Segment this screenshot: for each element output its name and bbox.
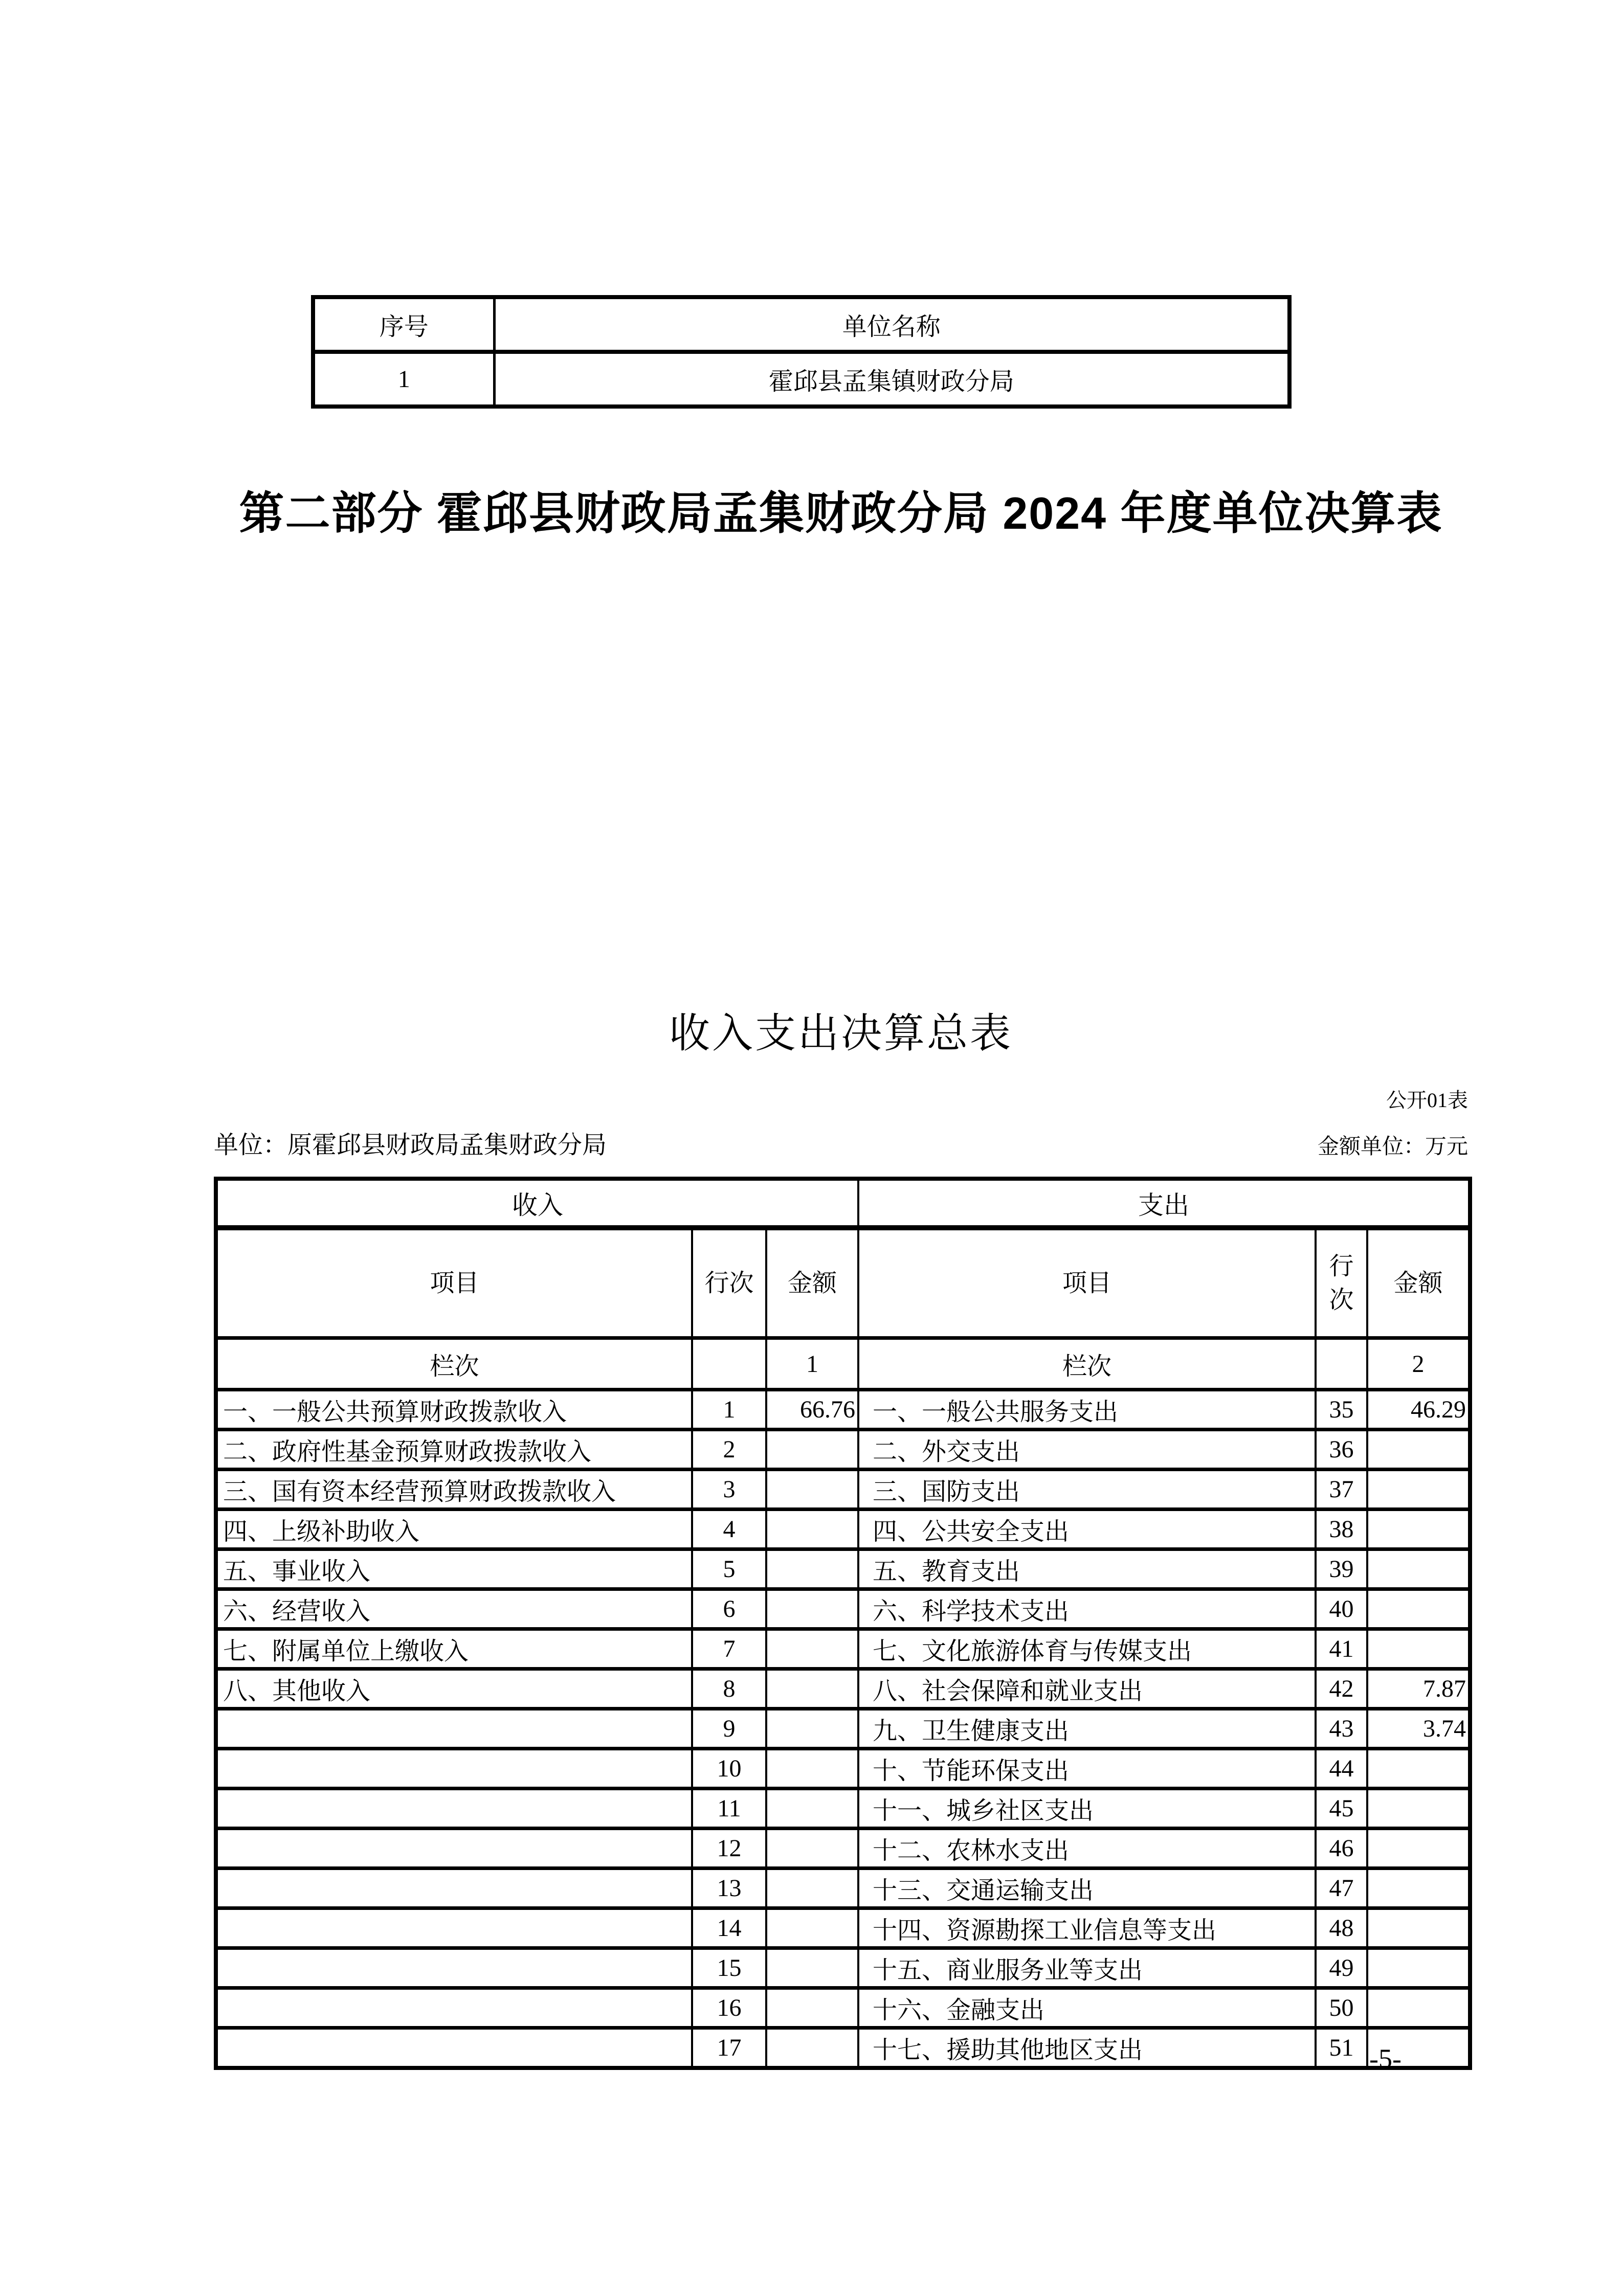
income-row-no: 1: [692, 1390, 766, 1430]
expenditure-item: 五、教育支出: [858, 1549, 1316, 1589]
unit-label: 单位：原霍邱县财政局孟集财政分局: [214, 1132, 607, 1159]
income-lanci-blank: [692, 1338, 766, 1390]
income-amount: [766, 1589, 858, 1629]
income-row-no: 15: [692, 1948, 766, 1988]
income-row-no: 3: [692, 1470, 766, 1510]
statement-meta-line: [214, 1125, 1468, 1160]
table-row: [216, 1669, 1470, 1709]
expenditure-lanci-label: 栏次: [858, 1338, 1316, 1390]
unit-list-name: 霍邱县孟集镇财政分局: [494, 352, 1289, 407]
expenditure-row-no: 51: [1316, 2028, 1367, 2068]
expenditure-row-no: 46: [1316, 1829, 1367, 1869]
expenditure-item: 三、国防支出: [858, 1470, 1316, 1510]
income-item: 八、其他收入: [216, 1669, 692, 1709]
expenditure-amount: [1367, 1988, 1470, 2028]
table-row: [216, 1948, 1470, 1988]
expenditure-row-no: 43: [1316, 1709, 1367, 1749]
income-amount: 66.76: [766, 1390, 858, 1430]
income-amount: [766, 1789, 858, 1829]
expenditure-item: 十四、资源勘探工业信息等支出: [858, 1908, 1316, 1948]
income-row-no: 5: [692, 1549, 766, 1589]
expenditure-row-no: 37: [1316, 1470, 1367, 1510]
income-amount: [766, 1749, 858, 1789]
table-row: [216, 1629, 1470, 1669]
income-row-no: 7: [692, 1629, 766, 1669]
income-row-no: 17: [692, 2028, 766, 2068]
part-title: 第二部分 霍邱县财政局孟集财政分局 2024 年度单位决算表: [239, 488, 1443, 538]
expenditure-item-header: 项目: [858, 1228, 1316, 1338]
income-row-no: 11: [692, 1789, 766, 1829]
table-row: [216, 1510, 1470, 1549]
income-item: [216, 1948, 692, 1988]
unit-list-table: [311, 295, 1292, 409]
unit-list-data-row: [313, 352, 1289, 407]
expenditure-item: 十、节能环保支出: [858, 1749, 1316, 1789]
expenditure-amount: [1367, 1948, 1470, 1988]
unit-list-header-no: 序号: [313, 297, 494, 352]
expenditure-item: 一、一般公共服务支出: [858, 1390, 1316, 1430]
section-header-row: [216, 1179, 1470, 1228]
income-row-no: 16: [692, 1988, 766, 2028]
income-expenditure-table: [214, 1177, 1472, 2070]
income-item-header: 项目: [216, 1228, 692, 1338]
expenditure-row-no: 48: [1316, 1908, 1367, 1948]
expenditure-row-no: 38: [1316, 1510, 1367, 1549]
statement-title: 收入支出决算总表: [669, 1011, 1013, 1056]
income-amount: [766, 1908, 858, 1948]
income-amount: [766, 1869, 858, 1908]
expenditure-item: 十三、交通运输支出: [858, 1869, 1316, 1908]
expenditure-amount: [1367, 1869, 1470, 1908]
expenditure-amount: [1367, 1589, 1470, 1629]
table-row: [216, 1789, 1470, 1829]
income-lanci-label: 栏次: [216, 1338, 692, 1390]
income-item: 四、上级补助收入: [216, 1510, 692, 1549]
income-item: 三、国有资本经营预算财政拨款收入: [216, 1470, 692, 1510]
column-header-row: [216, 1228, 1470, 1338]
income-amount-header: 金额: [766, 1228, 858, 1338]
expenditure-amount: [1367, 1470, 1470, 1510]
expenditure-col-index: 2: [1367, 1338, 1470, 1390]
expenditure-row-no: 49: [1316, 1948, 1367, 1988]
column-index-row: [216, 1338, 1470, 1390]
table-row: [216, 1988, 1470, 2028]
income-amount: [766, 1669, 858, 1709]
table-row: [216, 1869, 1470, 1908]
income-amount: [766, 1948, 858, 1988]
income-item: [216, 1988, 692, 2028]
income-row-no: 14: [692, 1908, 766, 1948]
page-number: -5-: [1369, 2043, 1401, 2074]
table-row: [216, 1749, 1470, 1789]
expenditure-amount-header: 金额: [1367, 1228, 1470, 1338]
expenditure-amount: [1367, 1430, 1470, 1470]
expenditure-amount: [1367, 1908, 1470, 1948]
income-row-no: 2: [692, 1430, 766, 1470]
expenditure-item: 十七、援助其他地区支出: [858, 2028, 1316, 2068]
expenditure-item: 九、卫生健康支出: [858, 1709, 1316, 1749]
income-row-no-header: 行次: [692, 1228, 766, 1338]
income-amount: [766, 1510, 858, 1549]
expenditure-item: 六、科学技术支出: [858, 1589, 1316, 1629]
expenditure-amount: [1367, 1829, 1470, 1869]
income-item: 七、附属单位上缴收入: [216, 1629, 692, 1669]
income-item: 五、事业收入: [216, 1549, 692, 1589]
income-item: [216, 1869, 692, 1908]
expenditure-row-no: 47: [1316, 1869, 1367, 1908]
amount-unit-label: 金额单位：万元: [1317, 1135, 1468, 1159]
expenditure-lanci-blank: [1316, 1338, 1367, 1390]
table-row: [216, 1908, 1470, 1948]
income-item: 一、一般公共预算财政拨款收入: [216, 1390, 692, 1430]
expenditure-item: 十二、农林水支出: [858, 1829, 1316, 1869]
income-row-no: 12: [692, 1829, 766, 1869]
expenditure-amount: 7.87: [1367, 1669, 1470, 1709]
table-row: [216, 1470, 1470, 1510]
expenditure-item: 七、文化旅游体育与传媒支出: [858, 1629, 1316, 1669]
income-item: [216, 1709, 692, 1749]
table-row: [216, 1589, 1470, 1629]
expenditure-amount: [1367, 1629, 1470, 1669]
expenditure-item: 八、社会保障和就业支出: [858, 1669, 1316, 1709]
expenditure-item: 十一、城乡社区支出: [858, 1789, 1316, 1829]
unit-list-header-name: 单位名称: [494, 297, 1289, 352]
unit-list-header-row: [313, 297, 1289, 352]
income-amount: [766, 1629, 858, 1669]
unit-list-serial: 1: [313, 352, 494, 407]
expenditure-row-no-header: 行次: [1316, 1228, 1367, 1338]
expenditure-amount: 46.29: [1367, 1390, 1470, 1430]
table-row: [216, 1829, 1470, 1869]
income-row-no: 6: [692, 1589, 766, 1629]
income-amount: [766, 1988, 858, 2028]
expenditure-row-no: 41: [1316, 1629, 1367, 1669]
income-row-no: 9: [692, 1709, 766, 1749]
income-section-header: 收入: [216, 1179, 858, 1228]
expenditure-item: 四、公共安全支出: [858, 1510, 1316, 1549]
income-row-no: 8: [692, 1669, 766, 1709]
income-amount: [766, 1430, 858, 1470]
table-row: [216, 1549, 1470, 1589]
income-amount: [766, 1470, 858, 1510]
table-row: [216, 1390, 1470, 1430]
expenditure-section-header: 支出: [858, 1179, 1470, 1228]
income-item: 六、经营收入: [216, 1589, 692, 1629]
income-item: [216, 1829, 692, 1869]
expenditure-item: 十六、金融支出: [858, 1988, 1316, 2028]
expenditure-row-no: 45: [1316, 1789, 1367, 1829]
income-item: [216, 1749, 692, 1789]
expenditure-amount: [1367, 1510, 1470, 1549]
expenditure-row-no: 50: [1316, 1988, 1367, 2028]
expenditure-amount: 3.74: [1367, 1709, 1470, 1749]
expenditure-item: 十五、商业服务业等支出: [858, 1948, 1316, 1988]
income-row-no: 13: [692, 1869, 766, 1908]
income-col-index: 1: [766, 1338, 858, 1390]
form-code-label: 公开01表: [1386, 1089, 1468, 1112]
expenditure-amount: [1367, 1789, 1470, 1829]
expenditure-amount: [1367, 1749, 1470, 1789]
expenditure-row-no: 36: [1316, 1430, 1367, 1470]
expenditure-row-no: 42: [1316, 1669, 1367, 1709]
expenditure-row-no: 40: [1316, 1589, 1367, 1629]
income-amount: [766, 1709, 858, 1749]
expenditure-row-no: 44: [1316, 1749, 1367, 1789]
income-amount: [766, 1549, 858, 1589]
expenditure-row-no: 35: [1316, 1390, 1367, 1430]
income-item: [216, 1789, 692, 1829]
expenditure-amount: [1367, 1549, 1470, 1589]
income-row-no: 10: [692, 1749, 766, 1789]
income-amount: [766, 1829, 858, 1869]
table-row: [216, 1709, 1470, 1749]
income-item: 二、政府性基金预算财政拨款收入: [216, 1430, 692, 1470]
expenditure-item: 二、外交支出: [858, 1430, 1316, 1470]
income-row-no: 4: [692, 1510, 766, 1549]
income-item: [216, 1908, 692, 1948]
expenditure-row-no: 39: [1316, 1549, 1367, 1589]
table-row: [216, 1430, 1470, 1470]
